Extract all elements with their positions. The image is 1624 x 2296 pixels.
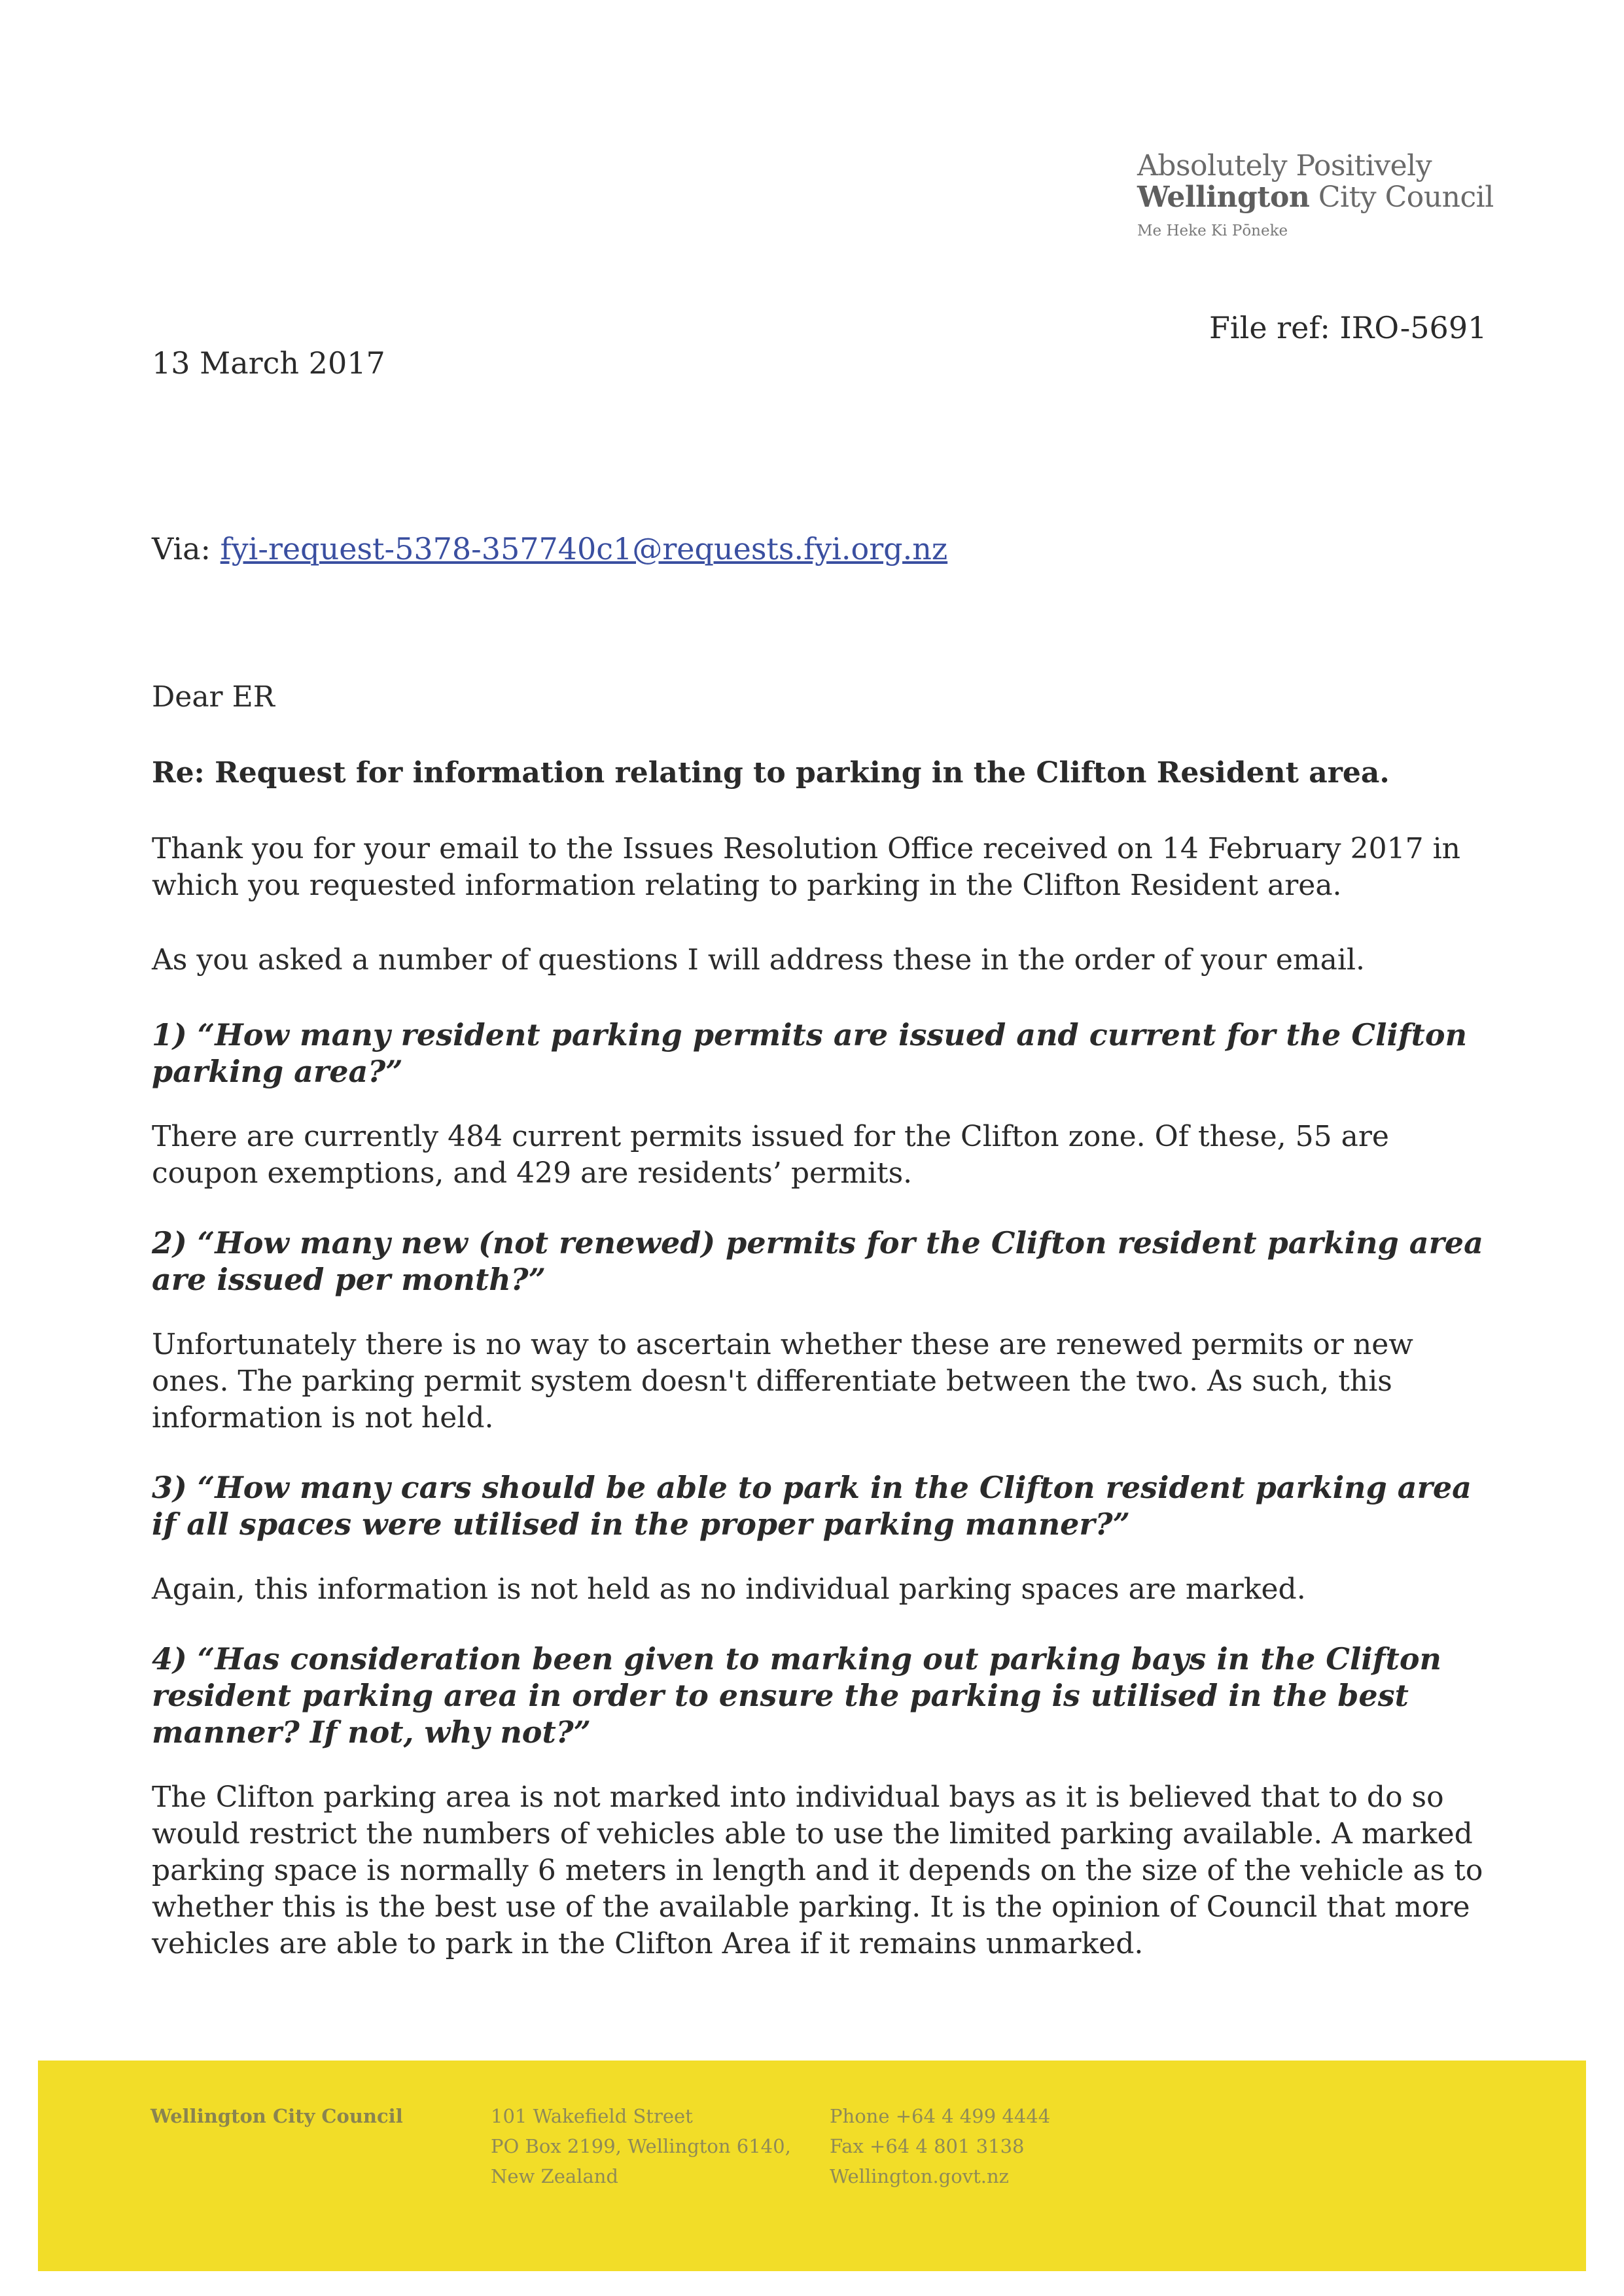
letter-body [152, 679, 1487, 1995]
subject-line: Re: Request for information relating to parking in the Clifton Resident area. [152, 756, 1390, 790]
footer-website: Wellington.govt.nz [830, 2165, 1009, 2187]
recipient-email-link[interactable]: fyi-request-5378-357740c1@requests.fyi.org.nz [220, 531, 948, 566]
question-4: 4) “Has consideration been given to marking out parking bays in the Clifton resident parking area in order to ensure the parking is utilised in the best manner? If not, why not?” [152, 1641, 1441, 1750]
question-3: 3) “How many cars should be able to park in the Clifton resident parking area if all spaces were utilised in the proper parking manner?” [152, 1470, 1472, 1542]
logo-council-name [1137, 183, 1504, 212]
question-2: 2) “How many new (not renewed) permits for the Clifton resident parking area are issued per month?” [152, 1225, 1483, 1297]
logo-council-suffix: City Council [1309, 181, 1494, 214]
answer-4: The Clifton parking area is not marked into individual bays as it is believed that to do so would restrict the numbers of vehicles able to use the limited parking available. A marked parking space is normally 6 meters in length and it depends on the size of the vehicle as to whether this is the best use of the available parking. It is the opinion of Council that more vehicles are able to park in the Clifton Area if it remains unmarked. [152, 1781, 1483, 1960]
footer-fax: Fax +64 4 801 3138 [830, 2135, 1025, 2157]
via-label: Via: [152, 531, 221, 566]
footer-band [38, 2061, 1586, 2271]
via-line [152, 531, 947, 566]
footer-address-line: 101 Wakefield Street [491, 2105, 693, 2127]
logo-city-name: Wellington [1137, 181, 1310, 214]
letter-date: 13 March 2017 [152, 345, 385, 381]
answer-2: Unfortunately there is no way to ascertain whether these are renewed permits or new ones. The parking permit system doesn't differentiate between the two. As such, this information is not held. [152, 1328, 1413, 1435]
council-logo [1137, 149, 1504, 239]
footer-address-line: New Zealand [491, 2165, 618, 2187]
footer-phone: Phone +64 4 499 4444 [830, 2105, 1051, 2127]
answer-1: There are currently 484 current permits issued for the Clifton zone. Of these, 55 are coupon exemptions, and 429 are residents’ permits. [152, 1120, 1389, 1190]
footer-address [491, 2101, 791, 2191]
salutation: Dear ER [152, 680, 275, 714]
intro-paragraph: As you asked a number of questions I will address these in the order of your email. [152, 943, 1366, 977]
logo-tagline: Absolutely Positively [1137, 149, 1432, 183]
question-1: 1) “How many resident parking permits are issued and current for the Clifton parking area?” [152, 1017, 1468, 1089]
answer-3: Again, this information is not held as no individual parking spaces are marked. [152, 1573, 1306, 1606]
footer-contact [830, 2101, 1050, 2191]
footer-address-line: PO Box 2199, Wellington 6140, [491, 2135, 791, 2157]
footer-organisation: Wellington City Council [150, 2105, 403, 2127]
file-reference: File ref: IRO-5691 [1209, 310, 1487, 345]
logo-maori-name: Me Heke Ki Pōneke [1137, 222, 1288, 239]
intro-paragraph: Thank you for your email to the Issues Resolution Office received on 14 February 2017 in which you requested information relating to parking in the Clifton Resident area. [152, 832, 1461, 902]
